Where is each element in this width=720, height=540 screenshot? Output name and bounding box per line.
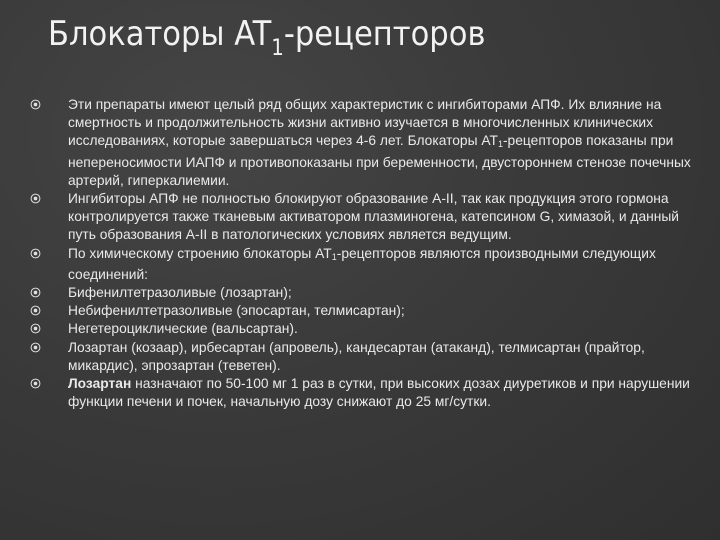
bullet-item-3: По химическому строению блокаторы $AT_1$-рецепторов являются производными следующих соединений: [28, 245, 698, 284]
bullet-item-5: Небифенилтетразоливые (эпосартан, телмисартан); [28, 302, 698, 320]
target-bullet-icon [30, 193, 41, 204]
bullet-item-1: Эти препараты имеют целый ряд общих характеристик с ингибиторами АПФ. Их влияние на смертность и продолжительность жизни активно изучается в многочисленных клинических исследованиях, которые завершаться через 4-6 лет. Блокаторы $AT_1$-рецепторов показаны при непереносимости ИАПФ и противопоказаны при беременности, двустороннем стенозе почечных артерий, гиперкалиемии. [28, 96, 698, 190]
target-bullet-icon [30, 305, 41, 316]
title-rest: -рецепторов [283, 14, 486, 54]
target-bullet-icon [30, 99, 41, 110]
title-subscript: 1 [271, 36, 284, 61]
target-bullet-icon [30, 378, 41, 389]
bullet-item-2: Ингибиторы АПФ не полностью блокируют образование А-II, так как продукция этого гормона контролируется также тканевым активатором плазминогена, катепсином G, химазой, и данный путь образования А-II в патологических условиях является ведущим. [28, 190, 698, 245]
bullet-item-7: Лозартан (козаар), ирбесартан (апровель), кандесартан (атаканд), телмисартан (прайтор, микардис), эпрозартан (теветен). [28, 339, 698, 375]
target-bullet-icon [30, 342, 41, 353]
bullet-item-4: Бифенилтетразоливые (лозартан); [28, 284, 698, 302]
target-bullet-icon [30, 248, 41, 259]
bullet-item-8: Лозартан назначают по 50-100 мг 1 раз в сутки, при высоких дозах диуретиков и при нарушении функции печени и почек, начальную дозу снижают до 25 мг/сутки. [28, 375, 698, 411]
title-main: Блокаторы AT [48, 14, 272, 54]
bullet-item-6: Негетероциклические (вальсартан). [28, 320, 698, 338]
bullet-list [28, 96, 698, 411]
slide-title [48, 14, 486, 61]
target-bullet-icon [30, 287, 41, 298]
target-bullet-icon [30, 323, 41, 334]
